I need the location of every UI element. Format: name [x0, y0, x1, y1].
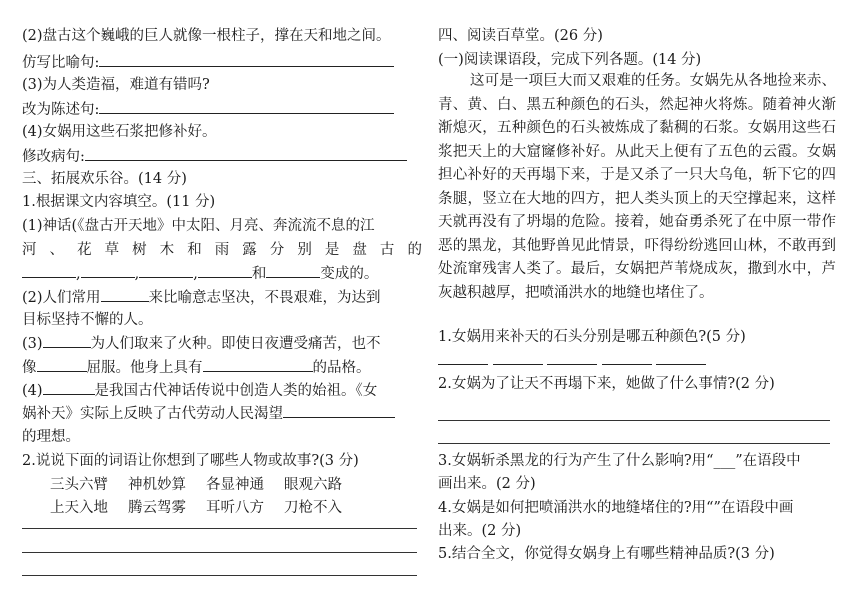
char: 草: [104, 242, 120, 258]
answer-blank[interactable]: [283, 403, 395, 418]
answer-line[interactable]: [22, 552, 417, 553]
answer-blank[interactable]: [99, 99, 394, 114]
question-title: 画出来。(2 分): [438, 476, 536, 492]
idiom: 神机妙算: [128, 477, 186, 493]
answer-line[interactable]: [438, 443, 830, 444]
correction-label: 修改病句:: [22, 149, 85, 165]
char: 分: [269, 242, 285, 258]
question-title: 4.女娲是如何把喷涌洪水的地缝堵住的?用“”在语段中画: [438, 500, 794, 516]
fill-text: 屈服。他身上具有: [86, 360, 203, 376]
question-text: 目标坚持不懈的人。: [22, 312, 153, 328]
fill-suffix: 的品格。: [312, 360, 371, 376]
declarative-label: 改为陈述句:: [22, 102, 100, 118]
idiom: 眼观六路: [284, 477, 342, 493]
question-title: 1.根据课文内容填空。(11 分): [22, 194, 216, 210]
answer-blank[interactable]: [266, 263, 320, 278]
question-sentence: (2)盘古这个巍峨的巨人就像一根柱子，撑在天和地之间。: [22, 28, 391, 44]
question-sentence: (4)女娲用这些石浆把修补好。: [22, 124, 217, 140]
idiom: 刀枪不入: [284, 500, 342, 516]
question-title: 3.女娲斩杀黑龙的行为产生了什么影响?用“___”在语段中: [438, 453, 801, 469]
question-title: 2.说说下面的词语让你想到了哪些人物或故事?(3 分): [22, 453, 359, 469]
fill-text: 娲补天》实际上反映了古代劳动人民渴望: [22, 406, 283, 422]
question-title: 1.女娲用来补天的石头分别是哪五种颜色?(5 分): [438, 329, 746, 345]
answer-blank[interactable]: [37, 357, 87, 372]
char: 是: [324, 242, 340, 258]
fill-prefix: (4): [22, 383, 43, 399]
fill-line: [22, 287, 381, 308]
char: 的: [407, 242, 422, 258]
fill-line: [22, 333, 381, 354]
fill-suffix: 变成的。: [320, 266, 379, 282]
fill-line: [22, 403, 395, 424]
question-title: 出来。(2 分): [438, 523, 522, 539]
fill-line: [22, 380, 377, 401]
char: 木: [159, 242, 175, 258]
char: 盘: [352, 242, 367, 258]
imitate-metaphor-line: [22, 52, 394, 73]
fill-prefix: 像: [22, 360, 37, 376]
question-title: 2.女娲为了让天不再塌下来，她做了什么事情?(2 分): [438, 376, 775, 392]
imitate-metaphor-label: 仿写比喻句:: [22, 55, 100, 71]
idiom: 耳听八方: [206, 500, 264, 516]
conjunction: 和: [251, 266, 267, 282]
char: 树: [132, 242, 147, 258]
char: 和: [187, 242, 202, 258]
declarative-line: [22, 99, 394, 120]
char: 花: [77, 242, 92, 258]
fill-line: , , , 和 变成的。: [22, 263, 378, 284]
char: 露: [242, 242, 257, 258]
fill-suffix: 来比喻意志坚决，不畏艰难，为达到: [148, 290, 381, 306]
fill-prefix: (3): [22, 336, 43, 352]
idiom: 各显神通: [206, 477, 264, 493]
answer-line[interactable]: [438, 420, 830, 421]
answer-blank[interactable]: [203, 357, 313, 372]
fill-suffix: 为人们取来了火种。即使日夜遭受痛苦，也不: [90, 336, 381, 352]
section-heading: 三、拓展欢乐谷。(14 分): [22, 171, 187, 187]
answer-line[interactable]: [22, 528, 417, 529]
question-text: (1)神话(《盘古开天地》中太阳、月亮、奔流流不息的江: [22, 218, 375, 234]
idiom: 腾云驾雾: [128, 500, 186, 516]
answer-blank[interactable]: [139, 263, 193, 278]
word-list: [50, 498, 342, 518]
answer-blank[interactable]: [81, 263, 135, 278]
question-sentence: (3)为人类造福，难道有错吗?: [22, 77, 210, 93]
question-title: 5.结合全文，你觉得女娲身上有哪些精神品质?(3 分): [438, 546, 775, 562]
answer-blank[interactable]: [656, 350, 706, 365]
answer-blank[interactable]: [493, 350, 543, 365]
word-list: [50, 475, 342, 495]
correction-line: [22, 146, 407, 167]
answer-blank[interactable]: [43, 380, 95, 395]
char: 古: [379, 242, 395, 258]
fill-suffix: 是我国古代神话传说中创造人类的始祖。《女: [94, 383, 378, 399]
answer-blank[interactable]: [198, 263, 252, 278]
idiom: 上天入地: [50, 500, 108, 516]
section-heading: 四、阅读百草堂。(26 分): [438, 28, 603, 44]
reading-passage: 这可是一项巨大而又艰难的任务。女娲先从各地捡来赤、青、黄、白、黑五种颜色的石头，然起神火将炼。随着神火渐渐熄灭，五种颜色的石头被炼成了黏稠的石浆。女娲用这些石浆把天上的大窟窿修补好。从此天上便有了五色的云霞。女娲担心补好的天再塌下来，于是又杀了一只大乌龟，斩下它的四条腿，竖立在大地的四方，把人类头顶上的天空撑起来，这样天就再没有了坍塌的危险。接着，她奋勇杀死了在中原一带作恶的黑龙，其他野兽见此情景，吓得纷纷逃回山林，不敢再到处流窜残害人类了。最后，女娲把芦苇烧成灰，撒到水中，芦灰越积越厚，把喷涌洪水的地缝也堵住了。: [438, 73, 836, 301]
char: 别: [297, 242, 312, 258]
question-text: 的理想。: [22, 429, 80, 445]
answer-blank[interactable]: [602, 350, 652, 365]
answer-blanks: [438, 350, 706, 371]
fill-prefix: (2)人们常用: [22, 290, 101, 306]
spaced-line: [22, 240, 422, 260]
char: 、: [49, 242, 65, 258]
answer-blank[interactable]: [85, 146, 407, 161]
question-title: (一)阅读课语段，完成下列各题。(14 分): [438, 52, 702, 68]
char: 雨: [214, 242, 230, 258]
answer-blank[interactable]: [22, 263, 76, 278]
answer-blank[interactable]: [547, 350, 597, 365]
char: 河: [22, 242, 37, 258]
answer-blank[interactable]: [99, 52, 394, 67]
answer-blank[interactable]: [43, 333, 91, 348]
answer-blank[interactable]: [438, 350, 488, 365]
idiom: 三头六臂: [50, 477, 108, 493]
answer-line[interactable]: [22, 575, 417, 576]
answer-blank[interactable]: [101, 287, 149, 302]
fill-line: [22, 357, 371, 378]
